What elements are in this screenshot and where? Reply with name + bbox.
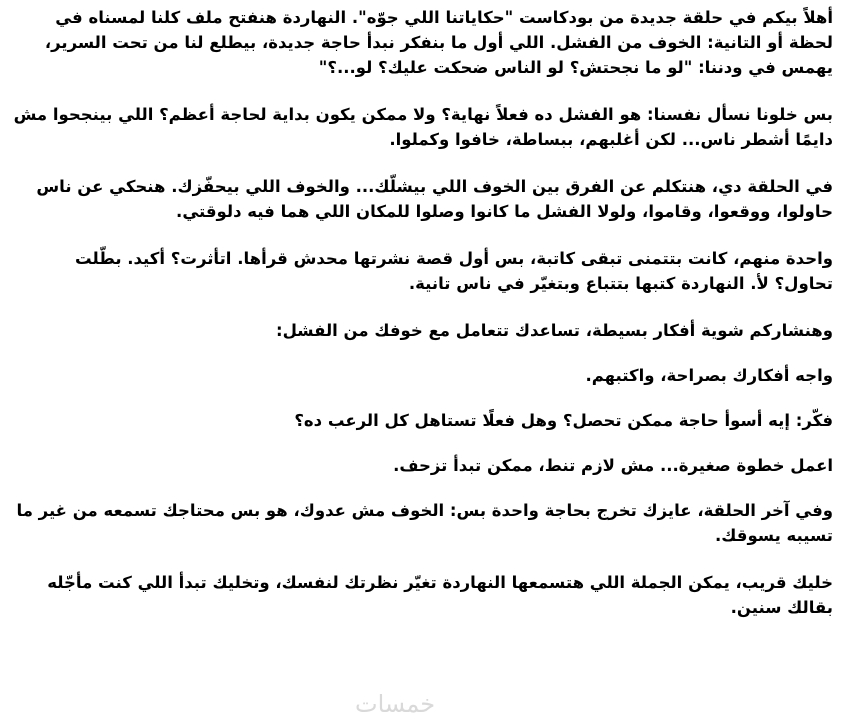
- paragraph-writer-story: واحدة منهم، كانت بتتمنى تبقى كاتبة، بس أول قصة نشرتها محدش قرأها. اتأثرت؟ أكيد. بطّلت تحاول؟ لأ. النهاردة كتبها بتتباع وبتغيّر في ناس تانية.: [75, 249, 833, 293]
- watermark-logo: خمسات: [355, 690, 436, 718]
- paragraph-outro: خليك قريب، يمكن الجملة اللي هتسمعها النهاردة تغيّر نظرتك لنفسك، وتخليك تبدأ اللي كنت مأجّله بقالك سنين.: [47, 573, 833, 617]
- paragraph-question: بس خلونا نسأل نفسنا: هو الفشل ده فعلاً نهاية؟ ولا ممكن يكون بداية لحاجة أعظم؟ اللي بينجحوا مش دايمًا أشطر ناس... لكن أغلبهم، ببساطة، خافوا وكملوا.: [13, 105, 833, 149]
- paragraph-tips-intro: وهنشاركم شوية أفكار بسيطة، تساعدك تتعامل مع خوفك من الفشل:: [275, 321, 833, 340]
- paragraph-tip-3: اعمل خطوة صغيرة... مش لازم تنط، ممكن تبدأ تزحف.: [393, 456, 833, 475]
- paragraph-episode-topic: في الحلقة دي، هنتكلم عن الفرق بين الخوف اللي بيشلّك... والخوف اللي بيحفّزك. هنحكي عن ناس حاولوا، ووقعوا، وقاموا، ولولا الفشل ما كانوا وصلوا للمكان اللي هما فيه دلوقتي.: [36, 177, 833, 221]
- paragraph-intro: أهلاً بيكم في حلقة جديدة من بودكاست "حكاياتنا اللي جوّه". النهاردة هنفتح ملف كلنا لمسناه في لحظة أو التانية: الخوف من الفشل. اللي أول ما بنفكر نبدأ حاجة جديدة، بيطلع لنا من تحت السرير، يهمس في ودننا: "لو ما نجحتش؟ لو الناس ضحكت عليك؟ لو...؟": [44, 8, 833, 77]
- paragraph-tip-2: فكّر: إيه أسوأ حاجة ممكن تحصل؟ وهل فعلًا تستاهل كل الرعب ده؟: [294, 411, 833, 430]
- paragraph-closing: وفي آخر الحلقة، عايزك تخرج بحاجة واحدة بس: الخوف مش عدوك، هو بس محتاجك تسمعه من غير ما تسيبه يسوقك.: [16, 501, 833, 545]
- paragraph-tip-1: واجه أفكارك بصراحة، واكتبهم.: [585, 366, 833, 385]
